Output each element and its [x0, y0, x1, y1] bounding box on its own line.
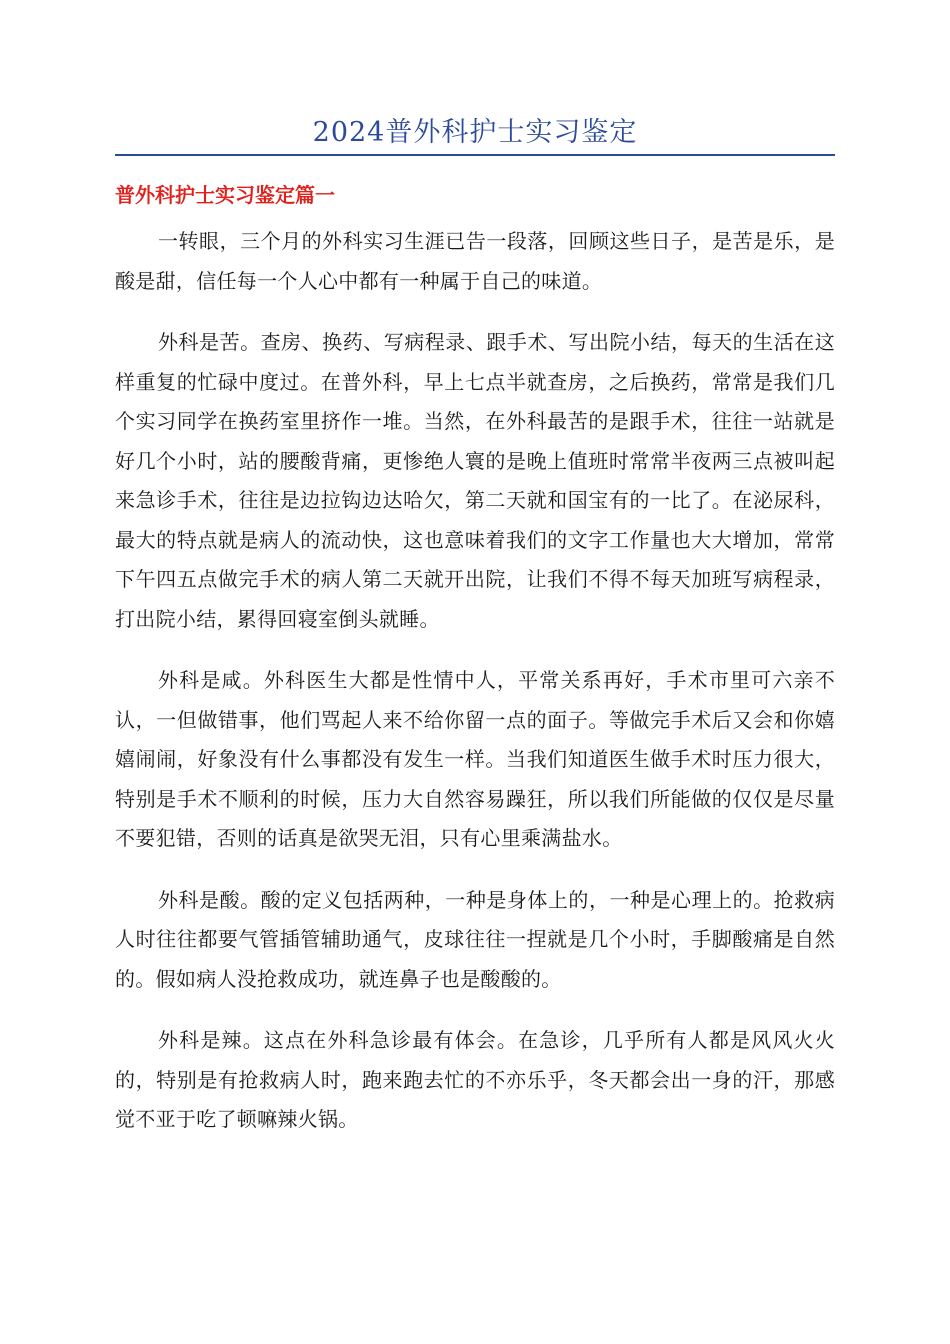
document-title: 2024普外科护士实习鉴定: [312, 117, 638, 148]
paragraph-5: 外科是辣。这点在外科急诊最有体会。在急诊，几乎所有人都是风风火火的，特别是有抢救病人时，跑来跑去忙的不亦乐乎，冬天都会出一身的汗，那感觉不亚于吃了顿嘛辣火锅。: [115, 1028, 835, 1131]
paragraph-1: 一转眼，三个月的外科实习生涯已告一段落，回顾这些日子，是苦是乐，是酸是甜，信任每一个人心中都有一种属于自己的味道。: [115, 229, 835, 293]
paragraph-3: 外科是咸。外科医生大都是性情中人，平常关系再好，手术市里可六亲不认，一但做错事，他们骂起人来不给你留一点的面子。等做完手术后又会和你嬉嬉闹闹，好象没有什么事都没有发生一样。当我们知道医生做手术时压力很大，特别是手术不顺利的时候，压力大自然容易躁狂，所以我们所能做的仅仅是尽量不要犯错，否则的话真是欲哭无泪，只有心里乘满盐水。: [115, 668, 835, 850]
paragraph-4: 外科是酸。酸的定义包括两种，一种是身体上的，一种是心理上的。抢救病人时往往都要气管插管辅助通气，皮球往往一捏就是几个小时，手脚酸痛是自然的。假如病人没抢救成功，就连鼻子也是酸酸的。: [115, 887, 835, 991]
paragraph-2: 外科是苦。查房、换药、写病程录、跟手术、写出院小结，每天的生活在这样重复的忙碌中度过。在普外科，早上七点半就查房，之后换药，常常是我们几个实习同学在换药室里挤作一堆。当然，在外科最苦的是跟手术，往往一站就是好几个小时，站的腰酸背痛，更惨绝人寰的是晚上值班时常常半夜两三点被叫起来急诊手术，往往是边拉钩边达哈欠，第二天就和国宝有的一比了。在泌尿科，最大的特点就是病人的流动快，这也意味着我们的文字工作量也大大增加，常常下午四五点做完手术的病人第二天就开出院，让我们不得不每天加班写病程录，打出院小结，累得回寝室倒头就睡。: [115, 330, 835, 631]
title-underline: [115, 154, 835, 156]
section-heading: 普外科护士实习鉴定篇一: [115, 183, 335, 207]
body-text: [115, 222, 835, 1162]
